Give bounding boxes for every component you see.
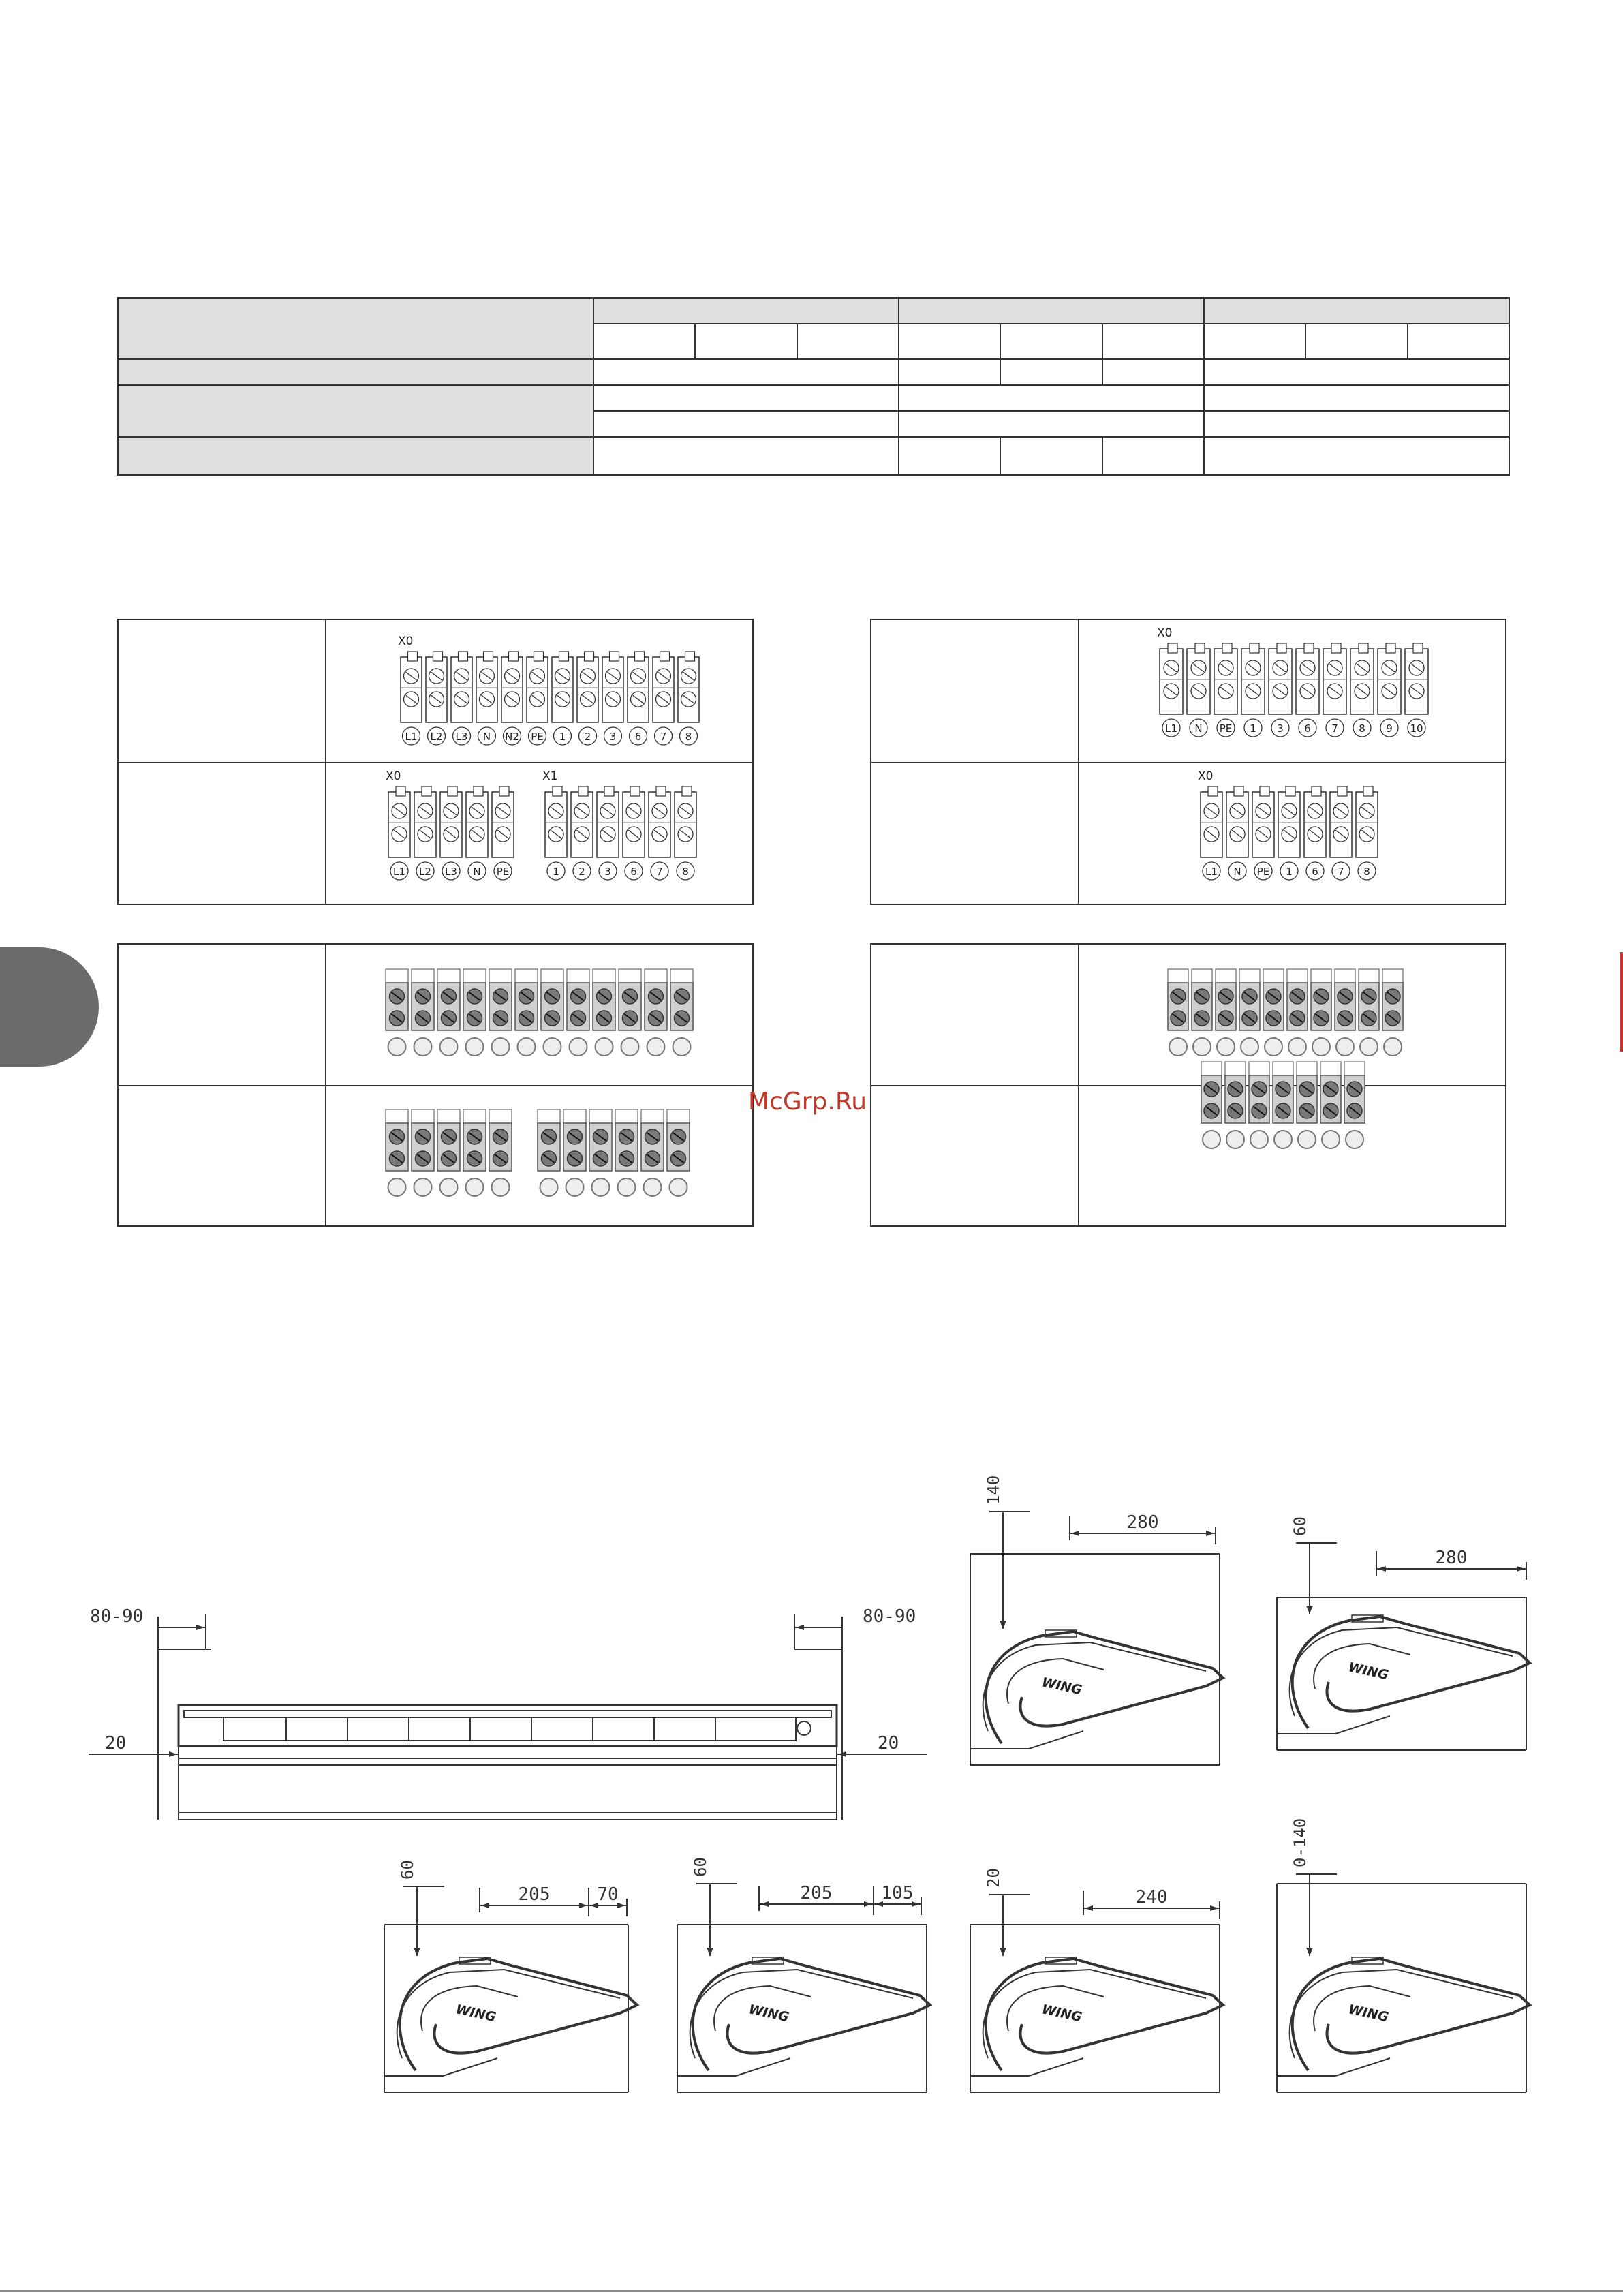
chapter-tab [0,947,99,1067]
spec-group-3 [1204,298,1509,324]
dim-horizontal: 280 [1435,1548,1468,1568]
dim-vertical: 60 [1290,1516,1310,1536]
terminal-block-label: X1 [542,769,558,783]
dim-horizontal: 70 [597,1884,619,1905]
spec-cell [1102,324,1204,359]
brand-logo: WING [1040,2002,1083,2025]
spec-cell [1305,324,1407,359]
terminal-pin-label: N [473,866,481,878]
terminal-block-x0-p1 [395,634,705,752]
terminal-photo-2a [384,1107,517,1205]
terminal-pin-label: L1 [1165,722,1177,735]
terminal-label-cell [118,619,326,763]
spec-cell [1204,359,1509,385]
spec-cell [1204,324,1305,359]
terminal-pin-label: 3 [604,866,611,878]
terminal-pin-label: 8 [1359,722,1365,735]
terminal-label-cell [871,763,1079,904]
spec-table [117,297,1510,476]
terminal-pin-label: 8 [1363,866,1370,878]
terminal-label-cell [118,1086,326,1226]
terminal-pin-label: 10 [1410,722,1423,735]
terminal-pin-label: L1 [405,731,418,743]
spec-cell [1102,437,1204,475]
terminal-pin-label: N [1194,722,1203,735]
terminal-pin-label: 2 [584,731,591,743]
spec-cell [797,324,899,359]
spec-cell [593,437,899,475]
terminal-pin-label: 3 [609,731,617,743]
dim-vertical: 20 [984,1868,1003,1888]
terminal-label-cell [871,619,1079,763]
terminal-label-cell [118,763,326,904]
brand-logo: WING [454,2002,497,2025]
terminal-pin-label: L3 [455,731,468,743]
dim-side-left: 20 [105,1733,127,1754]
spec-cell [899,411,1204,437]
spec-cell [593,411,899,437]
spec-cell [1000,324,1102,359]
dim-vertical: 60 [398,1860,417,1880]
section-view-2 [1267,1516,1560,1802]
dim-horizontal: 280 [1126,1512,1159,1533]
terminal-pin-label: PE [1219,722,1233,735]
dim-front-left: 80-90 [90,1606,144,1627]
terminal-pin-label: 6 [1312,866,1318,878]
section-view-3 [375,1860,668,2143]
terminal-pin-label: 1 [1286,866,1293,878]
spec-row-head [118,359,593,385]
spec-cell [1102,359,1204,385]
section-view-4 [668,1857,961,2143]
dim-horizontal: 205 [518,1884,551,1905]
terminal-block-label: X0 [1198,769,1214,783]
terminal-pin-label: 9 [1386,722,1393,735]
spec-row-head [118,437,593,475]
spec-cell [593,385,899,411]
terminal-pin-label: L2 [430,731,443,743]
spec-header-cell [118,298,593,359]
spec-cell [1204,437,1509,475]
terminal-block-x0-p3 [1154,626,1434,744]
spec-cell [1000,359,1102,385]
page-bottom-rule [0,2290,1623,2292]
terminal-pin-label: 6 [630,866,637,878]
terminal-photo-1 [384,966,698,1065]
dim-vertical: 0-140 [1290,1818,1310,1867]
terminal-pin-label: N [1233,866,1241,878]
brand-logo: WING [1040,1674,1083,1698]
dim-horizontal: 105 [881,1883,914,1903]
dim-side-right: 20 [878,1733,899,1754]
terminal-block-x0-p4 [1195,769,1383,887]
section-view-1 [961,1475,1254,1775]
spec-group-1 [593,298,899,324]
spec-cell [899,437,1000,475]
terminal-block-x0-p2 [383,769,519,887]
terminal-pin-label: 1 [559,731,566,743]
front-view-drawing [82,1595,940,1840]
terminal-pin-label: N [482,731,491,743]
brand-logo: WING [747,2002,790,2025]
spec-group-2 [899,298,1204,324]
spec-cell [1000,437,1102,475]
terminal-pin-label: 7 [660,731,667,743]
terminal-block-label: X0 [398,634,414,648]
page-edge-marker [1620,952,1623,1052]
dim-horizontal: 205 [800,1883,833,1903]
terminal-pin-label: PE [496,866,510,878]
dim-vertical: 60 [691,1857,710,1877]
terminal-pin-label: 7 [1338,866,1344,878]
spec-cell [593,359,899,385]
dim-front-right: 80-90 [863,1606,916,1627]
section-view-6 [1267,1813,1560,2088]
brand-logo: WING [1346,2002,1390,2025]
spec-cell [899,385,1204,411]
terminal-pin-label: L3 [445,866,457,878]
terminal-pin-label: 8 [682,866,689,878]
spec-cell [695,324,797,359]
spec-cell [899,359,1000,385]
terminal-label-cell [871,1086,1079,1226]
terminal-label-cell [871,944,1079,1086]
terminal-photo-2b [536,1107,695,1205]
terminal-block-label: X0 [1157,626,1173,640]
terminal-pin-label: 3 [1277,722,1284,735]
spec-cell [1204,411,1509,437]
terminal-photo-3 [1166,966,1408,1065]
section-view-5 [961,1867,1254,2143]
terminal-pin-label: 6 [1304,722,1311,735]
dim-horizontal: 240 [1135,1887,1168,1908]
terminal-pin-label: 1 [1250,722,1256,735]
terminal-pin-label: L1 [1205,866,1218,878]
terminal-pin-label: N2 [505,731,519,743]
terminal-pin-label: 8 [685,731,692,743]
spec-row-head [118,385,593,437]
terminal-photo-4 [1199,1059,1370,1157]
spec-cell [1204,385,1509,411]
terminal-pin-label: PE [531,731,544,743]
spec-cell [899,324,1000,359]
terminal-pin-label: L1 [393,866,405,878]
terminal-pin-label: L2 [419,866,431,878]
spec-cell [1408,324,1509,359]
terminal-block-x1-p2 [540,769,702,887]
terminal-pin-label: 7 [1331,722,1338,735]
dim-vertical: 140 [984,1475,1003,1505]
terminal-pin-label: 6 [634,731,642,743]
terminal-pin-label: 7 [656,866,663,878]
watermark: McGrp.Ru [748,1088,867,1116]
terminal-pin-label: PE [1256,866,1270,878]
spec-cell [593,324,695,359]
brand-logo: WING [1346,1659,1390,1683]
terminal-block-label: X0 [386,769,401,783]
terminal-pin-label: 1 [553,866,559,878]
terminal-label-cell [118,944,326,1086]
terminal-pin-label: 2 [578,866,585,878]
